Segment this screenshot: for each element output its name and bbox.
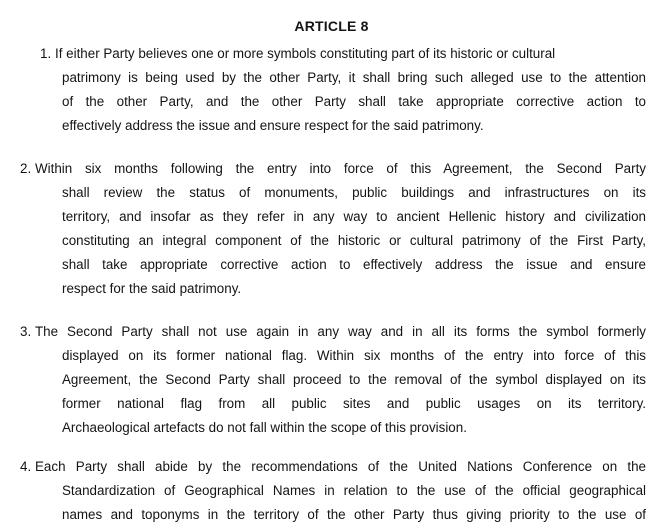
paragraph-text: Agreement, the Second Party shall proceed to the removal of the symbol displayed on its (62, 372, 646, 387)
paragraph-line (0, 66, 663, 90)
paragraph-text: displayed on its former national flag. Within six months of the entry into force of this (62, 348, 646, 363)
paragraph-line (0, 479, 663, 503)
paragraph-line (0, 277, 663, 301)
paragraph-line (0, 229, 663, 253)
paragraph-number: 1. (40, 46, 52, 61)
paragraph-line (0, 344, 663, 368)
paragraph-text: Each Party shall abide by the recommendations of the United Nations Conference on the (35, 459, 646, 474)
paragraph-number: 2. (20, 161, 32, 176)
paragraph-text: If either Party believes one or more symbols constituting part of its historic or cultural (55, 46, 556, 61)
paragraph-line (0, 416, 663, 440)
paragraph-line (0, 157, 663, 181)
paragraph-line (0, 392, 663, 416)
paragraph-text: former national flag from all public sites and public usages on its territory. (62, 396, 646, 411)
paragraph-number: 4. (20, 459, 32, 474)
paragraph-line (0, 114, 663, 138)
article-title: ARTICLE 8 (294, 18, 369, 34)
paragraph-text: constituting an integral component of the historic or cultural patrimony of the First Party, (62, 233, 646, 248)
paragraph-line (0, 205, 663, 229)
paragraph-number: 3. (20, 324, 32, 339)
paragraph-text: Archaeological artefacts do not fall within the scope of this provision. (62, 420, 467, 435)
paragraph-line (0, 42, 663, 66)
paragraph-text: territory, and insofar as they refer in any way to ancient Hellenic history and civilization (62, 209, 646, 224)
paragraph-line (0, 90, 663, 114)
paragraph-text: Standardization of Geographical Names in relation to the use of the official geographical (62, 483, 646, 498)
paragraph-text: names and toponyms in the territory of the other Party thus giving priority to the use of (62, 507, 646, 522)
paragraph-line (0, 181, 663, 205)
paragraph-text: shall review the status of monuments, public buildings and infrastructures on its (62, 185, 646, 200)
paragraph-text: shall take appropriate corrective action to effectively address the issue and ensure (62, 257, 646, 272)
paragraph-line (0, 253, 663, 277)
paragraph-text: of the other Party, and the other Party shall take appropriate corrective action to (62, 94, 646, 109)
paragraph-text: Within six months following the entry into force of this Agreement, the Second Party (35, 161, 646, 176)
paragraph-text: The Second Party shall not use again in any way and in all its forms the symbol formerly (35, 324, 646, 339)
paragraph-line (0, 503, 663, 525)
paragraph-line (0, 368, 663, 392)
paragraph-text: respect for the said patrimony. (62, 281, 242, 296)
paragraph-text: effectively address the issue and ensure respect for the said patrimony. (62, 118, 484, 133)
paragraph-line (0, 455, 663, 479)
paragraph-line (0, 320, 663, 344)
paragraph-text: patrimony is being used by the other Party, it shall bring such alleged use to the attention (62, 70, 646, 85)
